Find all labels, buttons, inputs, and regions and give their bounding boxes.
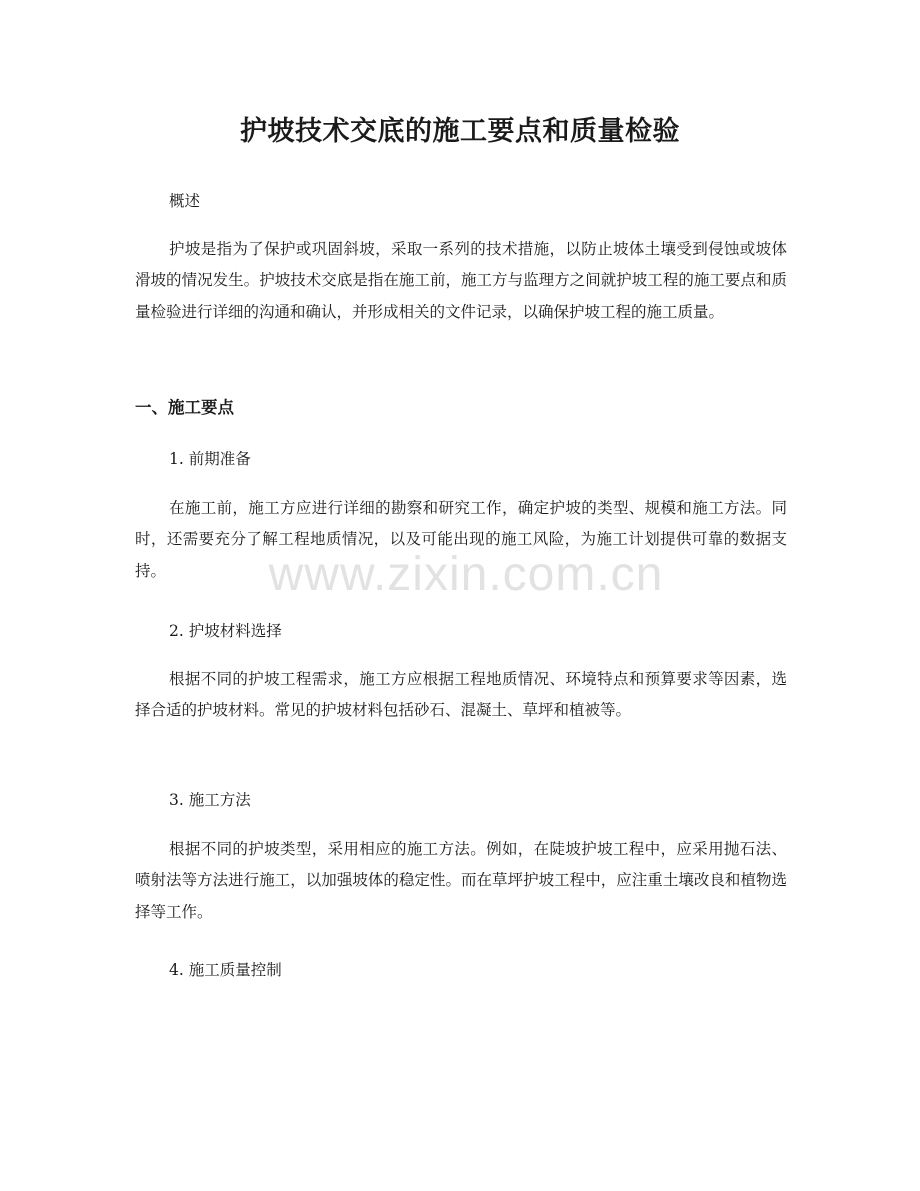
item-label-material-selection: 2. 护坡材料选择 xyxy=(169,622,282,640)
item-paragraph-preparation: 在施工前，施工方应进行详细的勘察和研究工作，确定护坡的类型、规模和施工方法。同时，还需要充分了解工程地质情况，以及可能出现的施工风险，为施工计划提供可靠的数据支持。 xyxy=(135,499,787,580)
overview-paragraph: 护坡是指为了保护或巩固斜坡，采取一系列的技术措施，以防止坡体土壤受到侵蚀或坡体滑坡的情况发生。护坡技术交底是指在施工前，施工方与监理方之间就护坡工程的施工要点和质量检验进行详细的沟通和确认，并形成相关的文件记录，以确保护坡工程的施工质量。 xyxy=(135,240,787,321)
document-title: 护坡技术交底的施工要点和质量检验 xyxy=(240,116,680,147)
item-paragraph-material-selection: 根据不同的护坡工程需求，施工方应根据工程地质情况、环境特点和预算要求等因素，选择合适的护坡材料。常见的护坡材料包括砂石、混凝土、草坪和植被等。 xyxy=(135,670,787,720)
item-label-preparation: 1. 前期准备 xyxy=(169,450,251,468)
section-heading-construction-points: 一、施工要点 xyxy=(135,398,234,417)
overview-label: 概述 xyxy=(169,192,201,210)
item-label-construction-method: 3. 施工方法 xyxy=(169,791,251,809)
item-label-quality-control: 4. 施工质量控制 xyxy=(169,961,282,979)
item-paragraph-construction-method: 根据不同的护坡类型，采用相应的施工方法。例如，在陡坡护坡工程中，应采用抛石法、喷射法等方法进行施工，以加强坡体的稳定性。而在草坪护坡工程中，应注重土壤改良和植物选择等工作。 xyxy=(135,840,787,921)
watermark: www.zixin.com.cn xyxy=(268,548,664,601)
